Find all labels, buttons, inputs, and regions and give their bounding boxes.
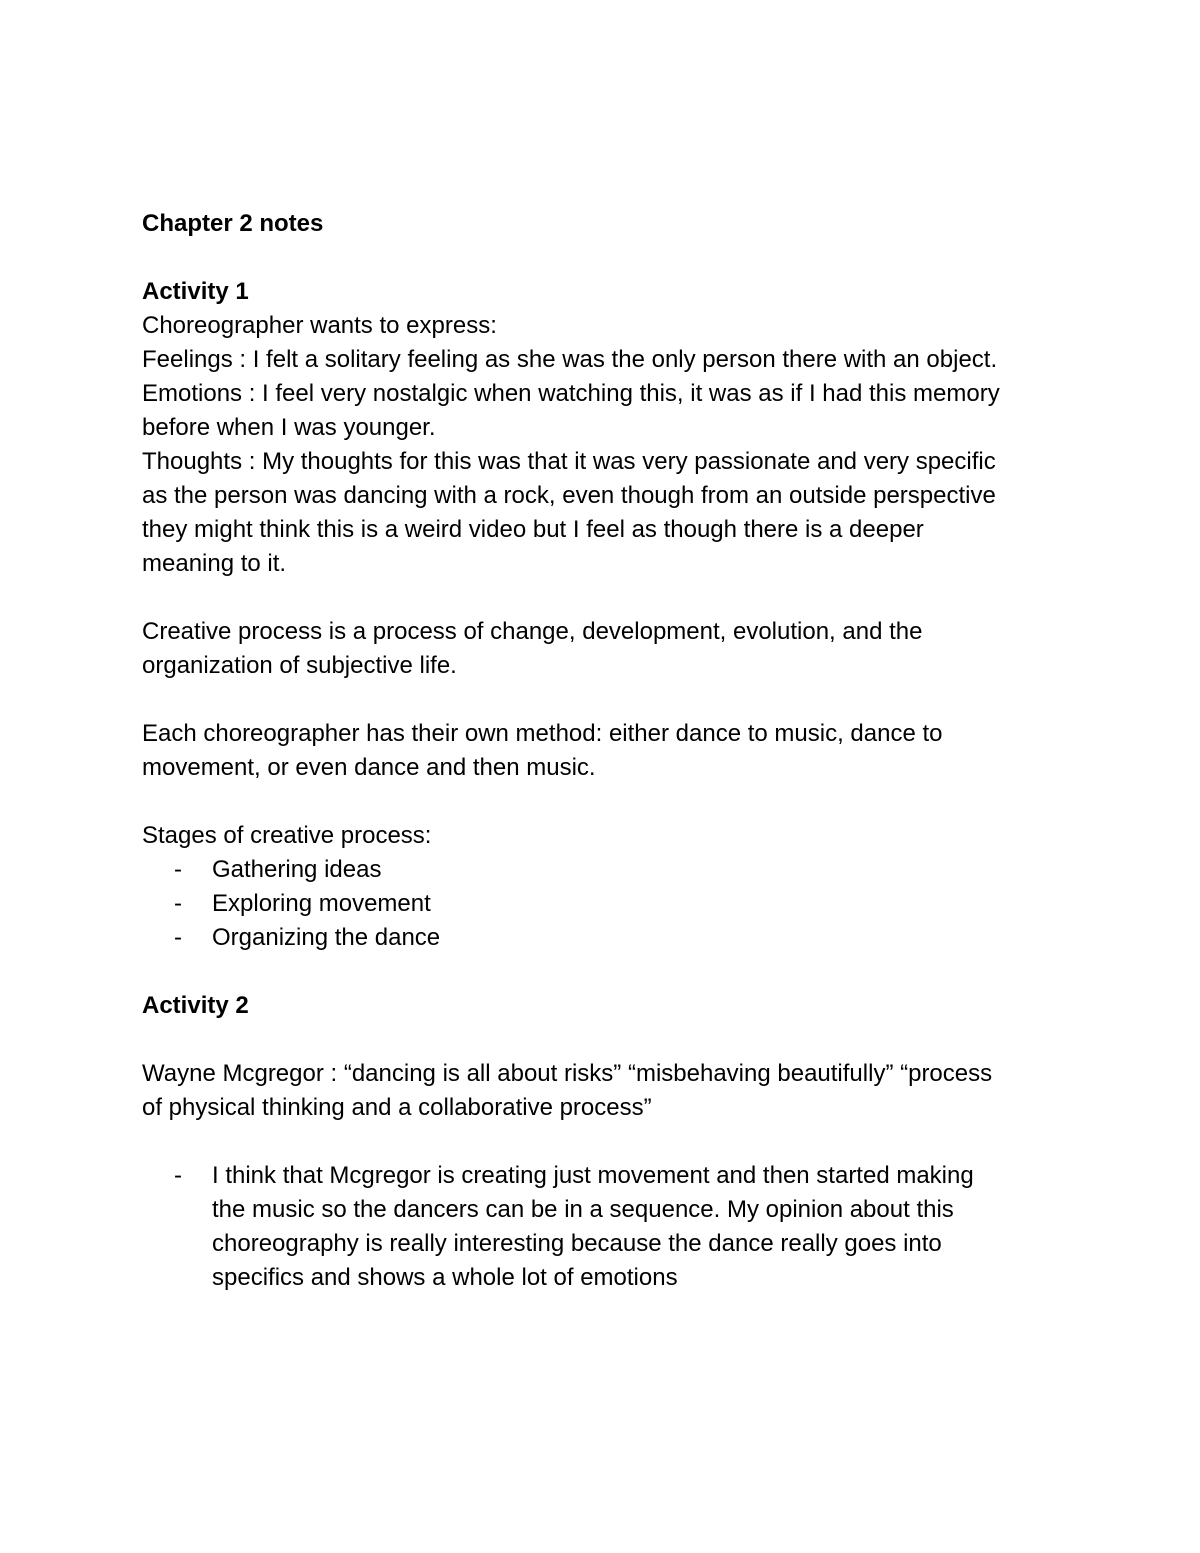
spacer	[142, 955, 1072, 989]
list-item-text: Organizing the dance	[212, 924, 441, 951]
page-title: Chapter 2 notes	[142, 210, 324, 237]
spacer	[142, 1023, 1072, 1057]
thoughts-text-line-3: they might think this is a weird video but I feel as though there is a deeper	[142, 516, 924, 543]
spacer	[142, 581, 1072, 615]
bullet-dash: -	[174, 856, 182, 883]
activity-1-intro: Choreographer wants to express:	[142, 312, 497, 339]
mcgregor-quote-line-1: Wayne Mcgregor : “dancing is all about risks” “misbehaving beautifully” “process	[142, 1060, 993, 1087]
stages-heading: Stages of creative process:	[142, 822, 432, 849]
list-item	[142, 853, 1072, 887]
opinion-line-3: choreography is really interesting because the dance really goes into	[212, 1230, 942, 1257]
opinion-line-4: specifics and shows a whole lot of emotions	[212, 1264, 678, 1291]
opinion-text	[212, 1159, 1032, 1295]
emotions-text-line-2: before when I was younger.	[142, 414, 436, 441]
activity-2-heading: Activity 2	[142, 992, 249, 1019]
bullet-dash: -	[174, 890, 182, 917]
thoughts-text-line-1: Thoughts : My thoughts for this was that it was very passionate and very specific	[142, 448, 996, 475]
spacer	[142, 785, 1072, 819]
activity-1-heading: Activity 1	[142, 278, 249, 305]
thoughts-text-line-2: as the person was dancing with a rock, even though from an outside perspective	[142, 482, 996, 509]
bullet-dash: -	[174, 924, 182, 951]
emotions-text-line-1: Emotions : I feel very nostalgic when watching this, it was as if I had this memory	[142, 380, 1000, 407]
opinion-line-1: I think that Mcgregor is creating just movement and then started making	[212, 1162, 974, 1189]
creative-process-line-2: organization of subjective life.	[142, 652, 457, 679]
thoughts-text-line-4: meaning to it.	[142, 550, 287, 577]
method-line-2: movement, or even dance and then music.	[142, 754, 596, 781]
opinion-line-2: the music so the dancers can be in a sequence. My opinion about this	[212, 1196, 954, 1223]
spacer	[142, 1125, 1072, 1159]
list-item	[142, 1159, 1072, 1295]
mcgregor-quote-line-2: of physical thinking and a collaborative process”	[142, 1094, 652, 1121]
spacer	[142, 241, 1072, 275]
feelings-text: Feelings : I felt a solitary feeling as she was the only person there with an object.	[142, 346, 998, 373]
list-item-text: Exploring movement	[212, 890, 431, 917]
list-item	[142, 921, 1072, 955]
spacer	[142, 683, 1072, 717]
list-item	[142, 887, 1072, 921]
bullet-dash: -	[174, 1162, 182, 1189]
method-line-1: Each choreographer has their own method: either dance to music, dance to	[142, 720, 943, 747]
list-item-text: Gathering ideas	[212, 856, 382, 883]
creative-process-line-1: Creative process is a process of change, development, evolution, and the	[142, 618, 923, 645]
document-body	[142, 207, 1072, 1295]
